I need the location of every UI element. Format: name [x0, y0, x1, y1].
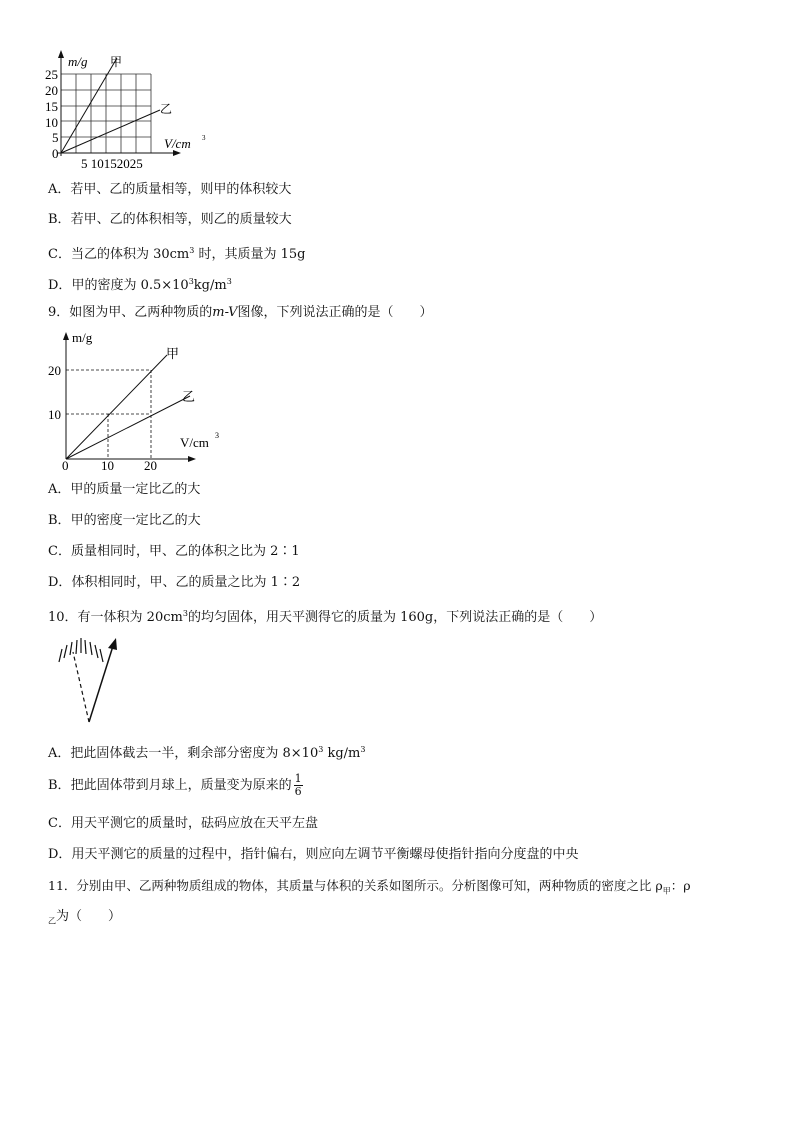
q10-stem-text-a: 有一体积为 20cm [77, 610, 183, 625]
q9-stem [48, 304, 432, 322]
fig1-y-tick-15: 15 [45, 99, 58, 114]
fig1-series-jia-label: 甲 [110, 55, 123, 69]
q10-option-a-sup: 3 [318, 745, 324, 754]
q9-option-d-prefix: D． [48, 575, 72, 590]
q8-option-c-text-post: 时，其质量为 15g [194, 247, 306, 262]
q10-option-a [48, 741, 365, 763]
q11-stem-line-2 [48, 908, 121, 931]
q9-option-c-text: 质量相同时，甲、乙的体积之比为 2∶1 [70, 544, 300, 559]
q10-option-c-prefix: C． [48, 816, 71, 831]
q9-option-b-prefix: B． [48, 513, 71, 528]
q8-option-d-unit: kg/m [193, 278, 227, 293]
q10-option-a-unit: kg/m [323, 746, 361, 761]
fig2-y-arrow [63, 332, 69, 340]
q10-stem [48, 605, 602, 627]
q8-option-b [48, 211, 292, 229]
q9-option-c-prefix: C． [48, 544, 71, 559]
fig1-y-tick-20: 20 [45, 83, 58, 98]
q10-option-c-text: 用天平测它的质量时，砝码应放在天平左盘 [70, 816, 318, 831]
q9-stem-text-a: 如图为甲、乙两种物质的 [69, 305, 213, 320]
q10-option-d-text: 用天平测它的质量的过程中，指针偏右，则应向左调节平衡螺母使指针指向分度盘的中央 [71, 847, 579, 862]
q10-stem-text-b: 的均匀固体，用天平测得它的质量为 160g，下列说法正确的是（ ） [187, 610, 603, 625]
q11-number: 11． [48, 878, 77, 893]
q8-option-a [48, 181, 291, 199]
fig1-y-tick-10: 10 [45, 115, 58, 130]
q8-option-d-sup: 3 [188, 277, 194, 286]
q8-option-d-unit-sup: 3 [226, 277, 232, 286]
q10-option-c [48, 815, 318, 833]
q8-option-d [48, 273, 232, 295]
fig2-x-tick-0: 0 [62, 458, 69, 473]
fig1-x-ticks: 5 10152025 [81, 156, 143, 171]
q8-option-c-text-pre: 当乙的体积为 30cm [70, 247, 190, 262]
figure-1-mv-grid-chart [40, 48, 220, 173]
fig1-y-tick-25: 25 [45, 67, 58, 82]
q9-number: 9． [48, 305, 70, 320]
fig2-line-yi [66, 396, 190, 459]
q11-stem-text-2: 为（ ） [56, 909, 122, 924]
fig1-origin: 0 [52, 146, 59, 161]
q10-number: 10． [48, 610, 78, 625]
q9-option-b-text: 甲的密度一定比乙的大 [70, 513, 201, 528]
q8-option-d-text-pre: 甲的密度为 0.5×10 [71, 278, 189, 293]
fig2-x-tick-20: 20 [144, 458, 157, 473]
q9-stem-text-b: 图像，下列说法正确的是（ ） [237, 305, 433, 320]
q9-option-d [48, 574, 300, 592]
q8-option-c-prefix: C． [48, 247, 71, 262]
q8-option-b-prefix: B． [48, 212, 71, 227]
q9-option-b [48, 512, 201, 530]
q8-option-a-prefix: A． [48, 182, 71, 197]
q11-subscript-yi: 乙 [48, 916, 56, 926]
q9-option-c [48, 543, 300, 561]
fig1-grid [61, 74, 151, 153]
figure-2-mv-chart [40, 325, 230, 475]
fig1-y-label: m/g [68, 54, 88, 69]
balance-pointer-icon [55, 636, 135, 728]
fig2-y-tick-10: 10 [48, 407, 61, 422]
q9-stem-italic: m-V [212, 305, 238, 320]
fig2-line-jia [66, 355, 167, 459]
q10-option-a-prefix: A． [48, 746, 71, 761]
q11-subscript-jia: 甲 [662, 886, 671, 896]
fig2-x-label-sup: 3 [215, 431, 219, 440]
q11-stem-line-1 [48, 877, 691, 901]
q9-option-a [48, 481, 200, 499]
q8-option-c [48, 242, 305, 264]
q8-option-c-sup: 3 [189, 246, 195, 255]
fig2-series-jia-label: 甲 [166, 346, 180, 361]
q10-option-a-text: 把此固体截去一半，剩余部分密度为 8×10 [70, 746, 319, 761]
fig1-y-tick-5: 5 [52, 130, 59, 145]
fig2-x-arrow [188, 456, 196, 462]
q11-colon-rho: ：ρ [670, 878, 691, 893]
q10-stem-sup: 3 [182, 609, 188, 618]
fig2-x-label: V/cm [180, 435, 209, 450]
q10-option-b-prefix: B． [48, 778, 71, 793]
q11-stem-text: 分别由甲、乙两种物质组成的物体，其质量与体积的关系如图所示。分析图像可知，两种物质的密度之比 ρ [76, 878, 663, 893]
q10-option-d-prefix: D． [48, 847, 72, 862]
fraction-denominator: 6 [294, 785, 302, 798]
q10-option-b-fraction [294, 773, 303, 798]
q8-option-b-text: 若甲、乙的体积相等，则乙的质量较大 [70, 212, 292, 227]
q10-option-d [48, 846, 578, 864]
q10-option-a-unit-sup: 3 [360, 745, 366, 754]
fig1-x-label: V/cm [164, 136, 191, 151]
fig1-x-label-sup: 3 [202, 134, 206, 142]
fig2-y-tick-20: 20 [48, 363, 61, 378]
q10-option-b-text: 把此固体带到月球上，质量变为原来的 [70, 778, 292, 793]
q8-option-d-prefix: D． [48, 278, 72, 293]
fig2-x-tick-10: 10 [101, 458, 114, 473]
q9-option-d-text: 体积相同时，甲、乙的质量之比为 1∶2 [71, 575, 301, 590]
q9-option-a-text: 甲的质量一定比乙的大 [70, 482, 201, 497]
fig1-series-yi-label: 乙 [160, 102, 173, 116]
fig1-line-jia [61, 58, 117, 153]
fig2-y-label: m/g [72, 330, 93, 345]
fraction-numerator: 1 [294, 772, 302, 785]
q10-option-b [48, 771, 303, 801]
q9-option-a-prefix: A． [48, 482, 71, 497]
q8-option-a-text: 若甲、乙的质量相等，则甲的体积较大 [70, 182, 292, 197]
fig1-y-arrow [58, 50, 64, 58]
fig2-series-yi-label: 乙 [182, 389, 196, 404]
